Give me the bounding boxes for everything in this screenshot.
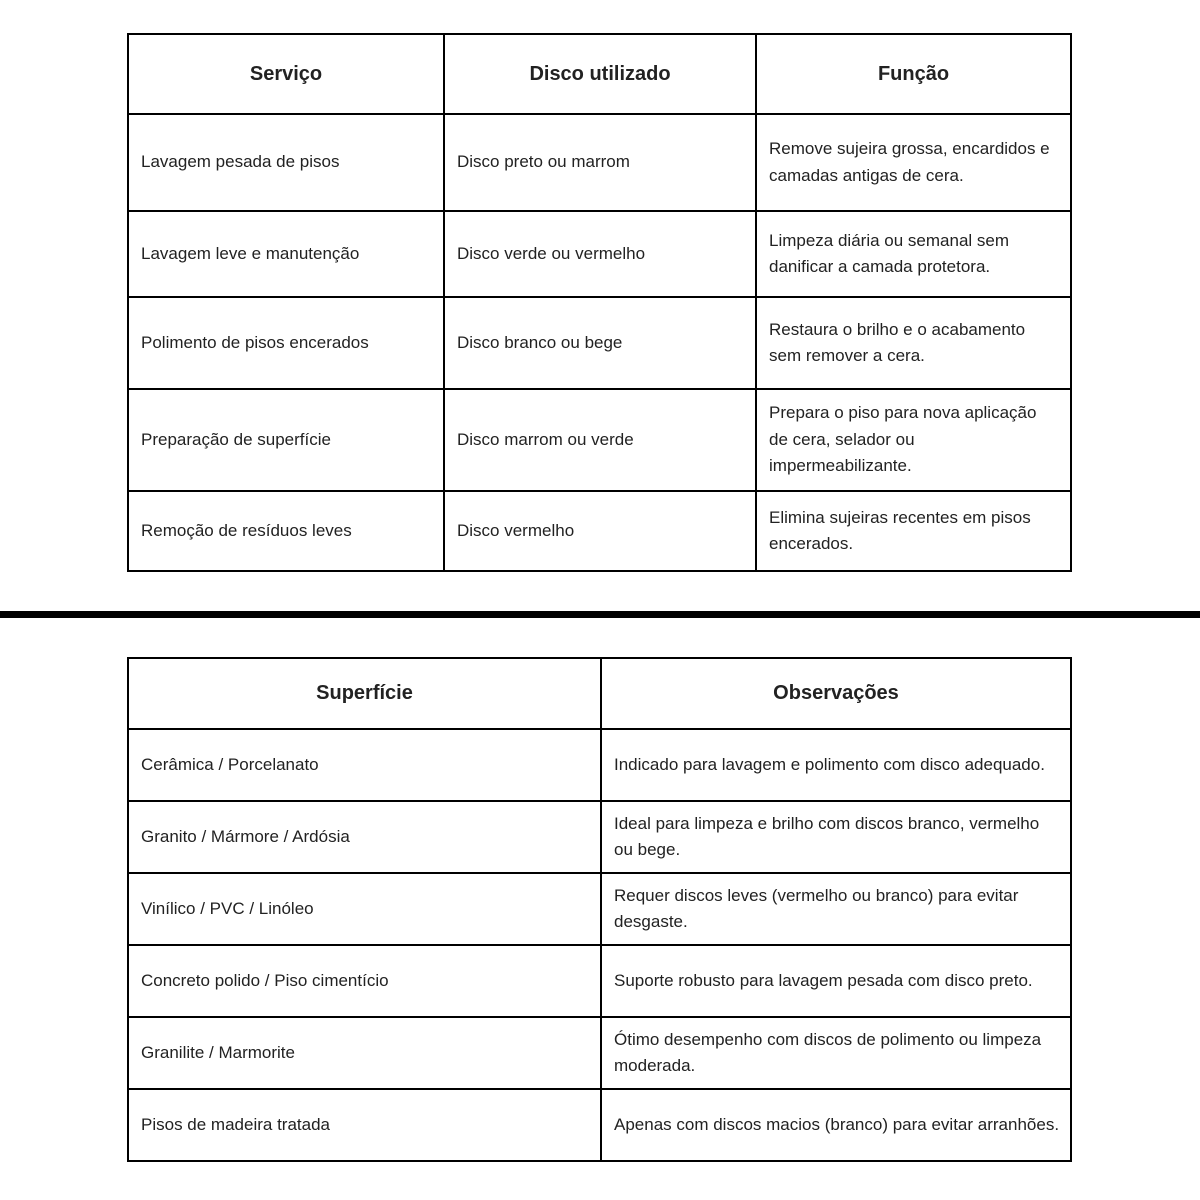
table-row [128,211,1071,297]
table-header-row [128,658,1071,729]
header-observacoes: Observações [601,658,1071,729]
cell-servico: Remoção de resíduos leves [128,491,444,571]
header-funcao: Função [756,34,1071,114]
cell-superficie: Granito / Mármore / Ardósia [128,801,601,873]
cell-funcao: Remove sujeira grossa, encardidos e camadas antigas de cera. [756,114,1071,211]
table-row [128,945,1071,1017]
table-row [128,729,1071,801]
table-row [128,801,1071,873]
cell-superficie: Pisos de madeira tratada [128,1089,601,1161]
table-row [128,1017,1071,1089]
service-disc-table [127,33,1072,572]
cell-superficie: Concreto polido / Piso cimentício [128,945,601,1017]
cell-disco: Disco verde ou vermelho [444,211,756,297]
surface-observations-table [127,657,1072,1162]
header-superficie: Superfície [128,658,601,729]
header-servico: Serviço [128,34,444,114]
table-row [128,297,1071,389]
cell-observacao: Ideal para limpeza e brilho com discos branco, vermelho ou bege. [601,801,1071,873]
cell-funcao: Elimina sujeiras recentes em pisos encerados. [756,491,1071,571]
cell-servico: Polimento de pisos encerados [128,297,444,389]
header-disco-utilizado: Disco utilizado [444,34,756,114]
table-row [128,873,1071,945]
cell-servico: Preparação de superfície [128,389,444,491]
table-header-row [128,34,1071,114]
cell-disco: Disco branco ou bege [444,297,756,389]
cell-disco: Disco vermelho [444,491,756,571]
cell-superficie: Vinílico / PVC / Linóleo [128,873,601,945]
cell-servico: Lavagem pesada de pisos [128,114,444,211]
table-row [128,491,1071,571]
cell-funcao: Restaura o brilho e o acabamento sem remover a cera. [756,297,1071,389]
cell-observacao: Apenas com discos macios (branco) para evitar arranhões. [601,1089,1071,1161]
table-row [128,1089,1071,1161]
section-divider [0,611,1200,618]
table-row [128,389,1071,491]
cell-observacao: Indicado para lavagem e polimento com disco adequado. [601,729,1071,801]
cell-observacao: Suporte robusto para lavagem pesada com disco preto. [601,945,1071,1017]
cell-observacao: Ótimo desempenho com discos de polimento ou limpeza moderada. [601,1017,1071,1089]
cell-funcao: Limpeza diária ou semanal sem danificar a camada protetora. [756,211,1071,297]
cell-superficie: Cerâmica / Porcelanato [128,729,601,801]
cell-disco: Disco marrom ou verde [444,389,756,491]
cell-servico: Lavagem leve e manutenção [128,211,444,297]
cell-disco: Disco preto ou marrom [444,114,756,211]
cell-superficie: Granilite / Marmorite [128,1017,601,1089]
cell-observacao: Requer discos leves (vermelho ou branco) para evitar desgaste. [601,873,1071,945]
cell-funcao: Prepara o piso para nova aplicação de cera, selador ou impermeabilizante. [756,389,1071,491]
table-row [128,114,1071,211]
